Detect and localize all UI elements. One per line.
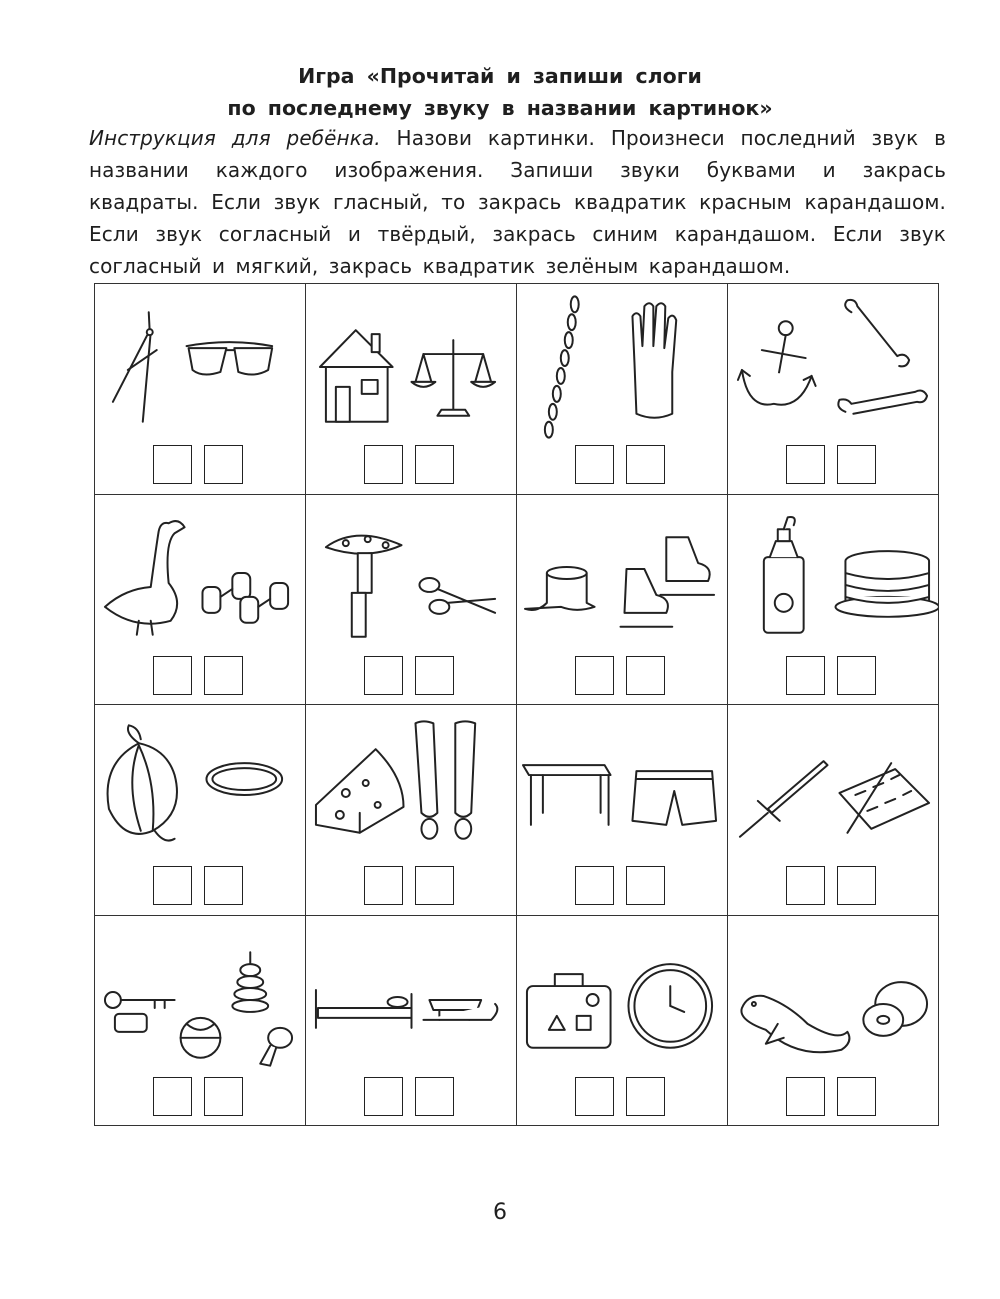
- answer-box[interactable]: [837, 445, 876, 484]
- pancakes-icon: [835, 551, 938, 617]
- mushroom-hammer-icon: [326, 535, 402, 636]
- exercise-grid: [94, 283, 939, 1126]
- grid-cell: [306, 284, 517, 495]
- answer-box[interactable]: [415, 866, 454, 905]
- answer-boxes: [575, 656, 665, 695]
- answer-box[interactable]: [153, 656, 192, 695]
- answer-box[interactable]: [626, 445, 665, 484]
- answer-boxes: [364, 656, 454, 695]
- answer-box[interactable]: [575, 1077, 614, 1116]
- skates-icon: [621, 537, 715, 627]
- answer-boxes: [786, 866, 876, 905]
- answer-boxes: [153, 445, 243, 484]
- grid-cell: [306, 705, 517, 916]
- stump-icon: [525, 567, 595, 610]
- grid-cell: [95, 705, 306, 916]
- answer-boxes: [364, 445, 454, 484]
- answer-boxes: [786, 1077, 876, 1116]
- answer-box[interactable]: [837, 1077, 876, 1116]
- table-icon: [523, 765, 611, 825]
- answer-box[interactable]: [837, 656, 876, 695]
- key-ball-icon: [105, 992, 220, 1058]
- instruction-lead: Инструкция для ребёнка.: [89, 126, 381, 150]
- kiwi-icon: [863, 982, 927, 1036]
- grid-cell: [517, 495, 728, 706]
- scissors-icon: [419, 578, 495, 614]
- answer-boxes: [153, 656, 243, 695]
- answer-box[interactable]: [575, 445, 614, 484]
- answer-box[interactable]: [364, 656, 403, 695]
- answer-box[interactable]: [575, 866, 614, 905]
- answer-boxes: [364, 1077, 454, 1116]
- answer-box[interactable]: [204, 445, 243, 484]
- compass-icon: [113, 312, 157, 421]
- answer-box[interactable]: [415, 445, 454, 484]
- answer-boxes: [575, 866, 665, 905]
- answer-box[interactable]: [626, 866, 665, 905]
- grid-cell: [517, 284, 728, 495]
- grid-cell: [306, 916, 517, 1127]
- title-line-2: по последнему звуку в названии картинок»: [227, 96, 773, 120]
- answer-box[interactable]: [153, 445, 192, 484]
- grid-cell: [517, 705, 728, 916]
- grid-cell: [95, 284, 306, 495]
- glue-bottle-icon: [764, 516, 804, 632]
- answer-box[interactable]: [837, 866, 876, 905]
- dumbbells-icon: [202, 573, 288, 623]
- instruction-text: Назови картинки. Произнеси последний звук в названии каждого изображения. Запиши звуки буквами и закрась квадраты. Если звук гласный, то закрась квадратик красным карандашом. Если звук согласный и твёрдый, закрась синим карандашом. Если звук согласный и мягкий, закрась квадратик зелёным карандашом.: [89, 126, 946, 278]
- answer-box[interactable]: [786, 445, 825, 484]
- answer-box[interactable]: [415, 1077, 454, 1116]
- sled-icon: [423, 999, 497, 1019]
- answer-box[interactable]: [786, 656, 825, 695]
- grid-cell: [306, 495, 517, 706]
- grid-cell: [728, 495, 939, 706]
- grid-cell: [95, 916, 306, 1127]
- answer-box[interactable]: [153, 866, 192, 905]
- pyramid-rattle-icon: [232, 952, 292, 1065]
- paints-icon: [839, 763, 929, 833]
- answer-boxes: [153, 866, 243, 905]
- clock-icon: [628, 964, 712, 1048]
- page-number: 6: [493, 1200, 507, 1225]
- sunglasses-icon: [187, 342, 273, 374]
- answer-boxes: [786, 445, 876, 484]
- instruction-paragraph: [89, 122, 946, 282]
- answer-boxes: [364, 866, 454, 905]
- house-icon: [320, 330, 393, 422]
- answer-box[interactable]: [415, 656, 454, 695]
- answer-box[interactable]: [204, 1077, 243, 1116]
- bones-icon: [838, 300, 927, 414]
- grid-cell: [728, 916, 939, 1127]
- answer-box[interactable]: [786, 1077, 825, 1116]
- answer-boxes: [153, 1077, 243, 1116]
- answer-box[interactable]: [204, 866, 243, 905]
- answer-box[interactable]: [153, 1077, 192, 1116]
- answer-box[interactable]: [626, 1077, 665, 1116]
- bed-icon: [316, 990, 412, 1028]
- beads-icon: [206, 763, 282, 795]
- answer-boxes: [575, 1077, 665, 1116]
- onion-icon: [108, 725, 177, 840]
- grid-cell: [728, 705, 939, 916]
- grid-cell: [95, 495, 306, 706]
- answer-boxes: [575, 445, 665, 484]
- anchor-icon: [738, 321, 816, 405]
- seal-icon: [741, 995, 849, 1051]
- answer-box[interactable]: [575, 656, 614, 695]
- answer-box[interactable]: [786, 866, 825, 905]
- sword-icon: [740, 761, 828, 837]
- suitcase-icon: [527, 974, 611, 1048]
- glove-icon: [632, 303, 676, 417]
- chain-icon: [545, 296, 579, 437]
- answer-box[interactable]: [364, 445, 403, 484]
- grid-cell: [728, 284, 939, 495]
- answer-box[interactable]: [626, 656, 665, 695]
- answer-box[interactable]: [364, 1077, 403, 1116]
- goose-icon: [105, 521, 185, 635]
- scales-icon: [411, 340, 495, 416]
- flippers-icon: [415, 721, 475, 838]
- shorts-icon: [632, 771, 716, 825]
- page-title: [60, 60, 940, 124]
- grid-cell: [517, 916, 728, 1127]
- title-line-1: Игра «Прочитай и запиши слоги: [298, 64, 702, 88]
- cheese-icon: [316, 749, 404, 833]
- answer-box[interactable]: [204, 656, 243, 695]
- answer-boxes: [786, 656, 876, 695]
- answer-box[interactable]: [364, 866, 403, 905]
